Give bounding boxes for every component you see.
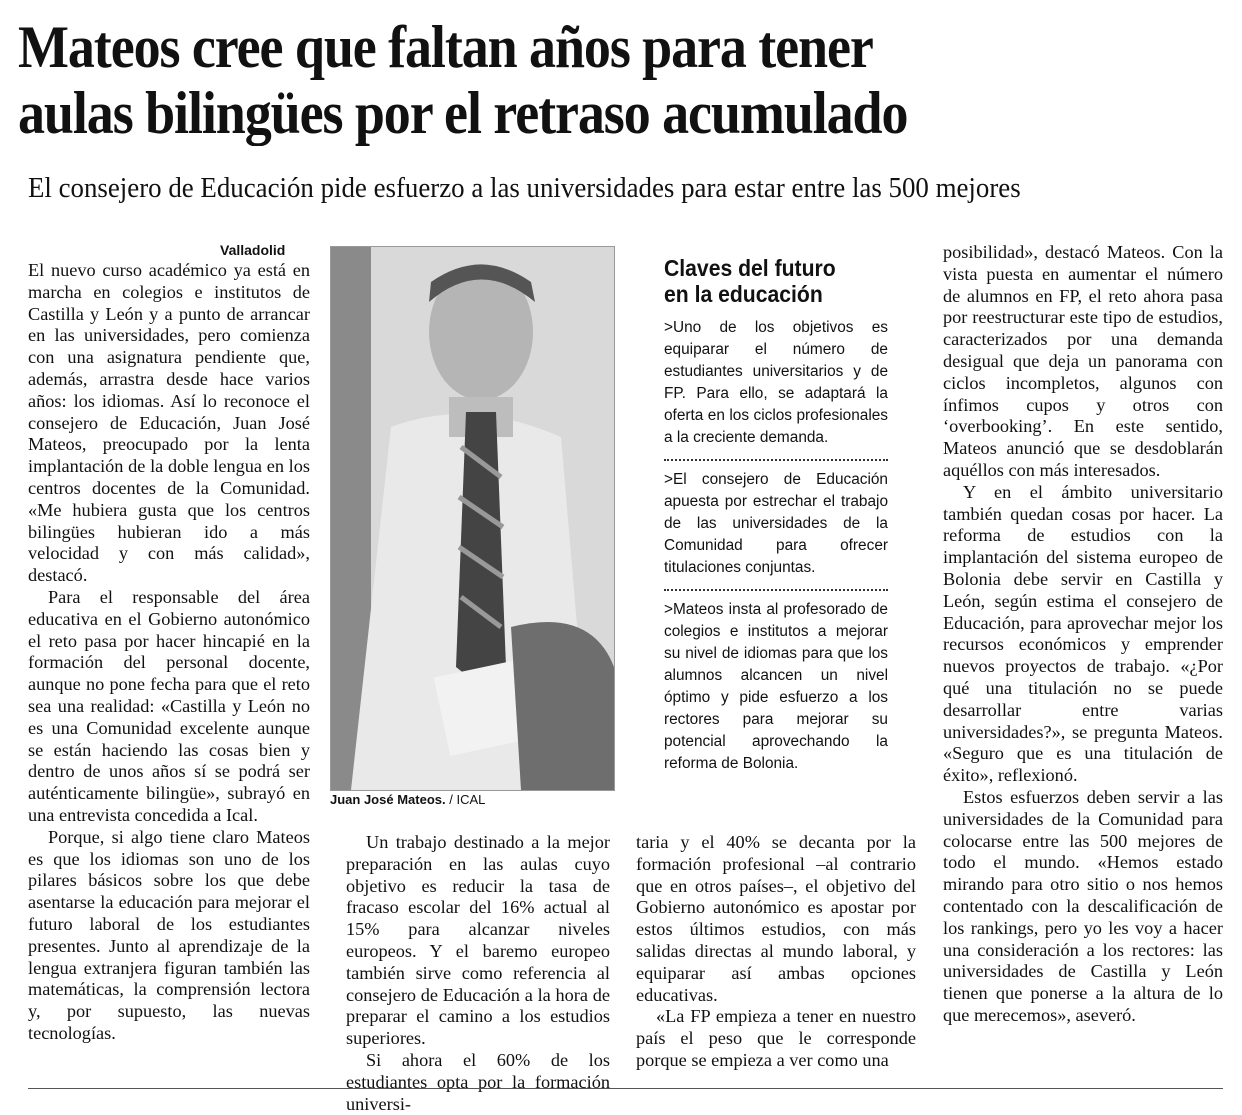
subheadline: El consejero de Educación pide esfuerzo a las universidades para estar entre las 500 mejores <box>28 173 1021 204</box>
dotted-divider <box>664 459 888 461</box>
sidebar-title-line-1: Claves del futuro <box>664 255 836 281</box>
paragraph: posibilidad», destacó Mateos. Con la vista puesta en aumentar el número de alumnos en FP, el reto ahora pasa por reestructurar este tipo de estudios, caracterizados por una demanda desigual que deja un panorama con ciclos incompletos, algunos con ínfimos cupos y otros con ‘overbooking’. En este sentido, Mateos anunció que se desdoblarán aquéllos con más interesados. <box>943 242 1223 480</box>
photo-caption <box>330 792 485 807</box>
paragraph: Si ahora el 60% de los estudiantes opta por la formación universi- <box>346 1049 610 1114</box>
dotted-divider <box>664 589 888 591</box>
paragraph: Porque, si algo tiene claro Mateos es que los idiomas son uno de los pilares básicos sobre los que debe asentarse la educación para mejorar el futuro laboral de los estudiantes presentes. Junto al aprendizaje de la lengua extranjera figuran también las matemáticas, la comprensión lectora y, por supuesto, las nuevas tecnologías. <box>28 826 310 1043</box>
key-point: >Uno de los objetivos es equiparar el número de estudiantes universitarios y de FP. Para ello, se adaptará la oferta en los ciclos profesionales a la creciente demanda. <box>664 319 888 446</box>
body-column-3 <box>636 832 916 1072</box>
paragraph: Y en el ámbito universitario también quedan cosas por hacer. La reforma de estudios con la implantación del sistema europeo de Bolonia debe servir en Castilla y León, según estima el consejero de Educación, para aprovechar mejor los recursos económicos y emprender nuevos proyectos de trabajo. «¿Por qué una titulación no se puede desarrollar entre varias universidades?», se pregunta Mateos. «Seguro que es una titulación de éxito», reflexionó. <box>943 481 1223 786</box>
key-points-sidebar <box>664 255 888 775</box>
body-column-2 <box>346 832 610 1115</box>
paragraph: taria y el 40% se decanta por la formación profesional –al contrario que en otros países–, el objetivo del Gobierno autonómico es apostar por estos últimos estudios, con más salidas directas al mundo laboral, y equiparar así ambas opciones educativas. <box>636 832 916 1005</box>
caption-credit: / ICAL <box>449 792 486 807</box>
headline-line-2: aulas bilingües por el retraso acumulado <box>18 80 908 146</box>
caption-name: Juan José Mateos. <box>330 792 446 807</box>
bottom-rule <box>28 1088 1223 1089</box>
sidebar-title-line-2: en la educación <box>664 281 823 307</box>
portrait-illustration <box>331 247 614 790</box>
headline-line-1: Mateos cree que faltan años para tener <box>18 14 873 80</box>
paragraph: Para el responsable del área educativa en el Gobierno autonómico el reto pasa por hacer hincapié en la formación del personal docente, aunque no pone fecha para que el reto sea una realidad: «Castilla y León no es una Comunidad excelente aunque se están haciendo las cosas bien y dentro de unos años sí se podrá ser auténticamente bilingüe», subrayó en una entrevista concedida a Ical. <box>28 586 310 825</box>
dateline: Valladolid <box>220 242 286 258</box>
paragraph: El nuevo curso académico ya está en marcha en colegios e institutos de Castilla y León y a punto de arrancar en las universidades, pero comienza con una asignatura pendiente que, además, arrastra desde hace varios años: los idiomas. Así lo reconoce el consejero de Educación, Juan José Mateos, preocupado por la lenta implantación de la doble lengua en los centros docentes de la Comunidad. «Me hubiera gusta que los centros bilingües hubieran ido a más velocidad y con más calidad», destacó. <box>28 260 310 586</box>
paragraph: «La FP empieza a tener en nuestro país el peso que le corresponde porque se empieza a ver como una <box>636 1006 916 1070</box>
paragraph: Un trabajo destinado a la mejor preparación en las aulas cuyo objetivo es reducir la tasa de fracaso escolar del 16% actual al 15% para alcanzar niveles europeos. Y el baremo europeo también sirve como referencia al consejero de Educación a la hora de preparar el camino a los estudios superiores. <box>346 832 610 1049</box>
headline <box>18 14 1107 146</box>
paragraph: Estos esfuerzos deben servir a las universidades de la Comunidad para colocarse entre las 500 mejores de todo el mundo. «Hemos estado mirando para otro sitio o nos hemos contentado con la descalificación de los rankings, pero yo les voy a hacer una consideración a los rectores: las universidades de Castilla y León tienen que ponerse a la altura de lo que merecemos», aseveró. <box>943 786 1223 1025</box>
key-point: >Mateos insta al profesorado de colegios e institutos a mejorar su nivel de idiomas para que los alumnos alcancen un nivel óptimo y pide esfuerzo a los rectores para mejorar su potencial aprovechando la reforma de Bolonia. <box>664 601 888 772</box>
body-column-1 <box>28 260 310 1045</box>
sidebar-title <box>664 255 870 307</box>
portrait-photo <box>330 246 615 791</box>
key-point: >El consejero de Educación apuesta por estrechar el trabajo de las universidades de la Comunidad para ofrecer titulaciones conjuntas. <box>664 471 888 576</box>
body-column-4 <box>943 242 1223 1027</box>
